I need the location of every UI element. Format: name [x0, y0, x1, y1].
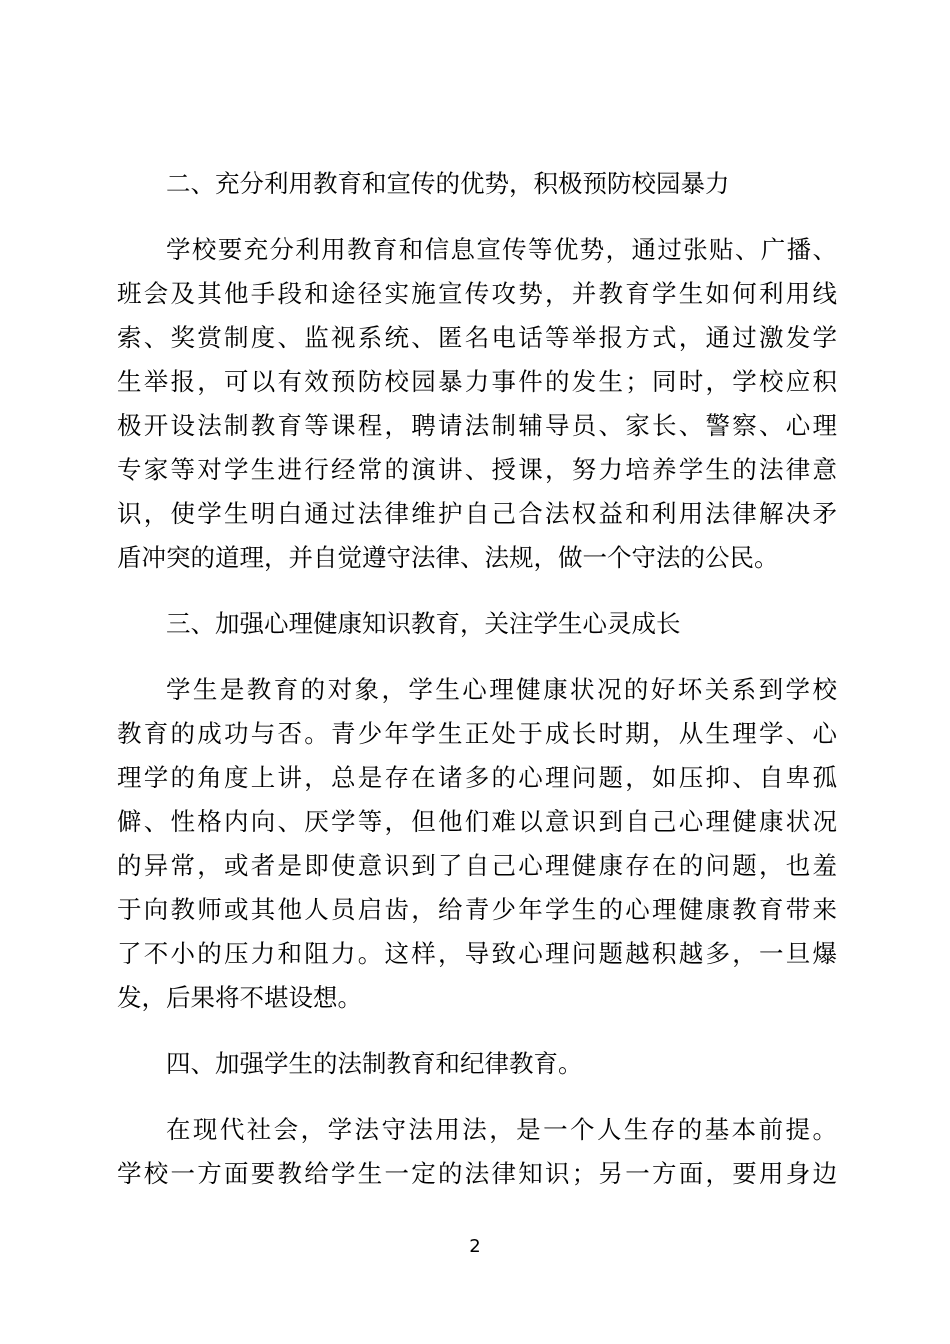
- paragraph-line: 盾冲突的道理，并自觉遵守法律、法规，做一个守法的公民。: [117, 543, 779, 572]
- spacer: [117, 206, 837, 228]
- paragraph-line: 于向教师或其他人员启齿，给青少年学生的心理健康教育带来: [117, 895, 837, 924]
- section-paragraph-4: [117, 1108, 837, 1196]
- paragraph-line: 极开设法制教育等课程，聘请法制辅导员、家长、警察、心理: [117, 411, 837, 440]
- spacer: [117, 646, 837, 668]
- paragraph-line: 理学的角度上讲，总是存在诸多的心理问题，如压抑、自卑孤: [117, 763, 837, 792]
- document-body: [117, 162, 837, 1196]
- spacer: [117, 1020, 837, 1042]
- section-paragraph-3: [117, 668, 837, 1020]
- paragraph-line: 生举报，可以有效预防校园暴力事件的发生；同时，学校应积: [117, 367, 837, 396]
- spacer: [117, 580, 837, 602]
- paragraph-line: 学生是教育的对象，学生心理健康状况的好坏关系到学校: [166, 675, 837, 704]
- paragraph-line: 学校要充分利用教育和信息宣传等优势，通过张贴、广播、: [166, 235, 837, 264]
- page-number: 2: [469, 1236, 481, 1257]
- paragraph-line: 班会及其他手段和途径实施宣传攻势，并教育学生如何利用线: [117, 279, 837, 308]
- section-paragraph-2: [117, 228, 837, 580]
- paragraph-line: 索、奖赏制度、监视系统、匿名电话等举报方式，通过激发学: [117, 323, 837, 352]
- paragraph-line: 僻、性格内向、厌学等，但他们难以意识到自己心理健康状况: [117, 807, 837, 836]
- paragraph-line: 识，使学生明白通过法律维护自己合法权益和利用法律解决矛: [117, 499, 837, 528]
- paragraph-line: 教育的成功与否。青少年学生正处于成长时期，从生理学、心: [117, 719, 837, 748]
- section-heading-2: 二、充分利用教育和宣传的优势，积极预防校园暴力: [166, 169, 730, 198]
- paragraph-line: 专家等对学生进行经常的演讲、授课，努力培养学生的法律意: [117, 455, 837, 484]
- paragraph-line: 在现代社会，学法守法用法，是一个人生存的基本前提。: [166, 1115, 837, 1144]
- paragraph-line: 了不小的压力和阻力。这样，导致心理问题越积越多，一旦爆: [117, 939, 837, 968]
- spacer: [117, 1086, 837, 1108]
- section-heading-3: 三、加强心理健康知识教育，关注学生心灵成长: [166, 609, 681, 638]
- paragraph-line: 的异常，或者是即使意识到了自己心理健康存在的问题，也羞: [117, 851, 837, 880]
- paragraph-line: 学校一方面要教给学生一定的法律知识；另一方面，要用身边: [117, 1159, 837, 1188]
- paragraph-line: 发，后果将不堪设想。: [117, 983, 362, 1012]
- section-heading-4: 四、加强学生的法制教育和纪律教育。: [166, 1049, 583, 1078]
